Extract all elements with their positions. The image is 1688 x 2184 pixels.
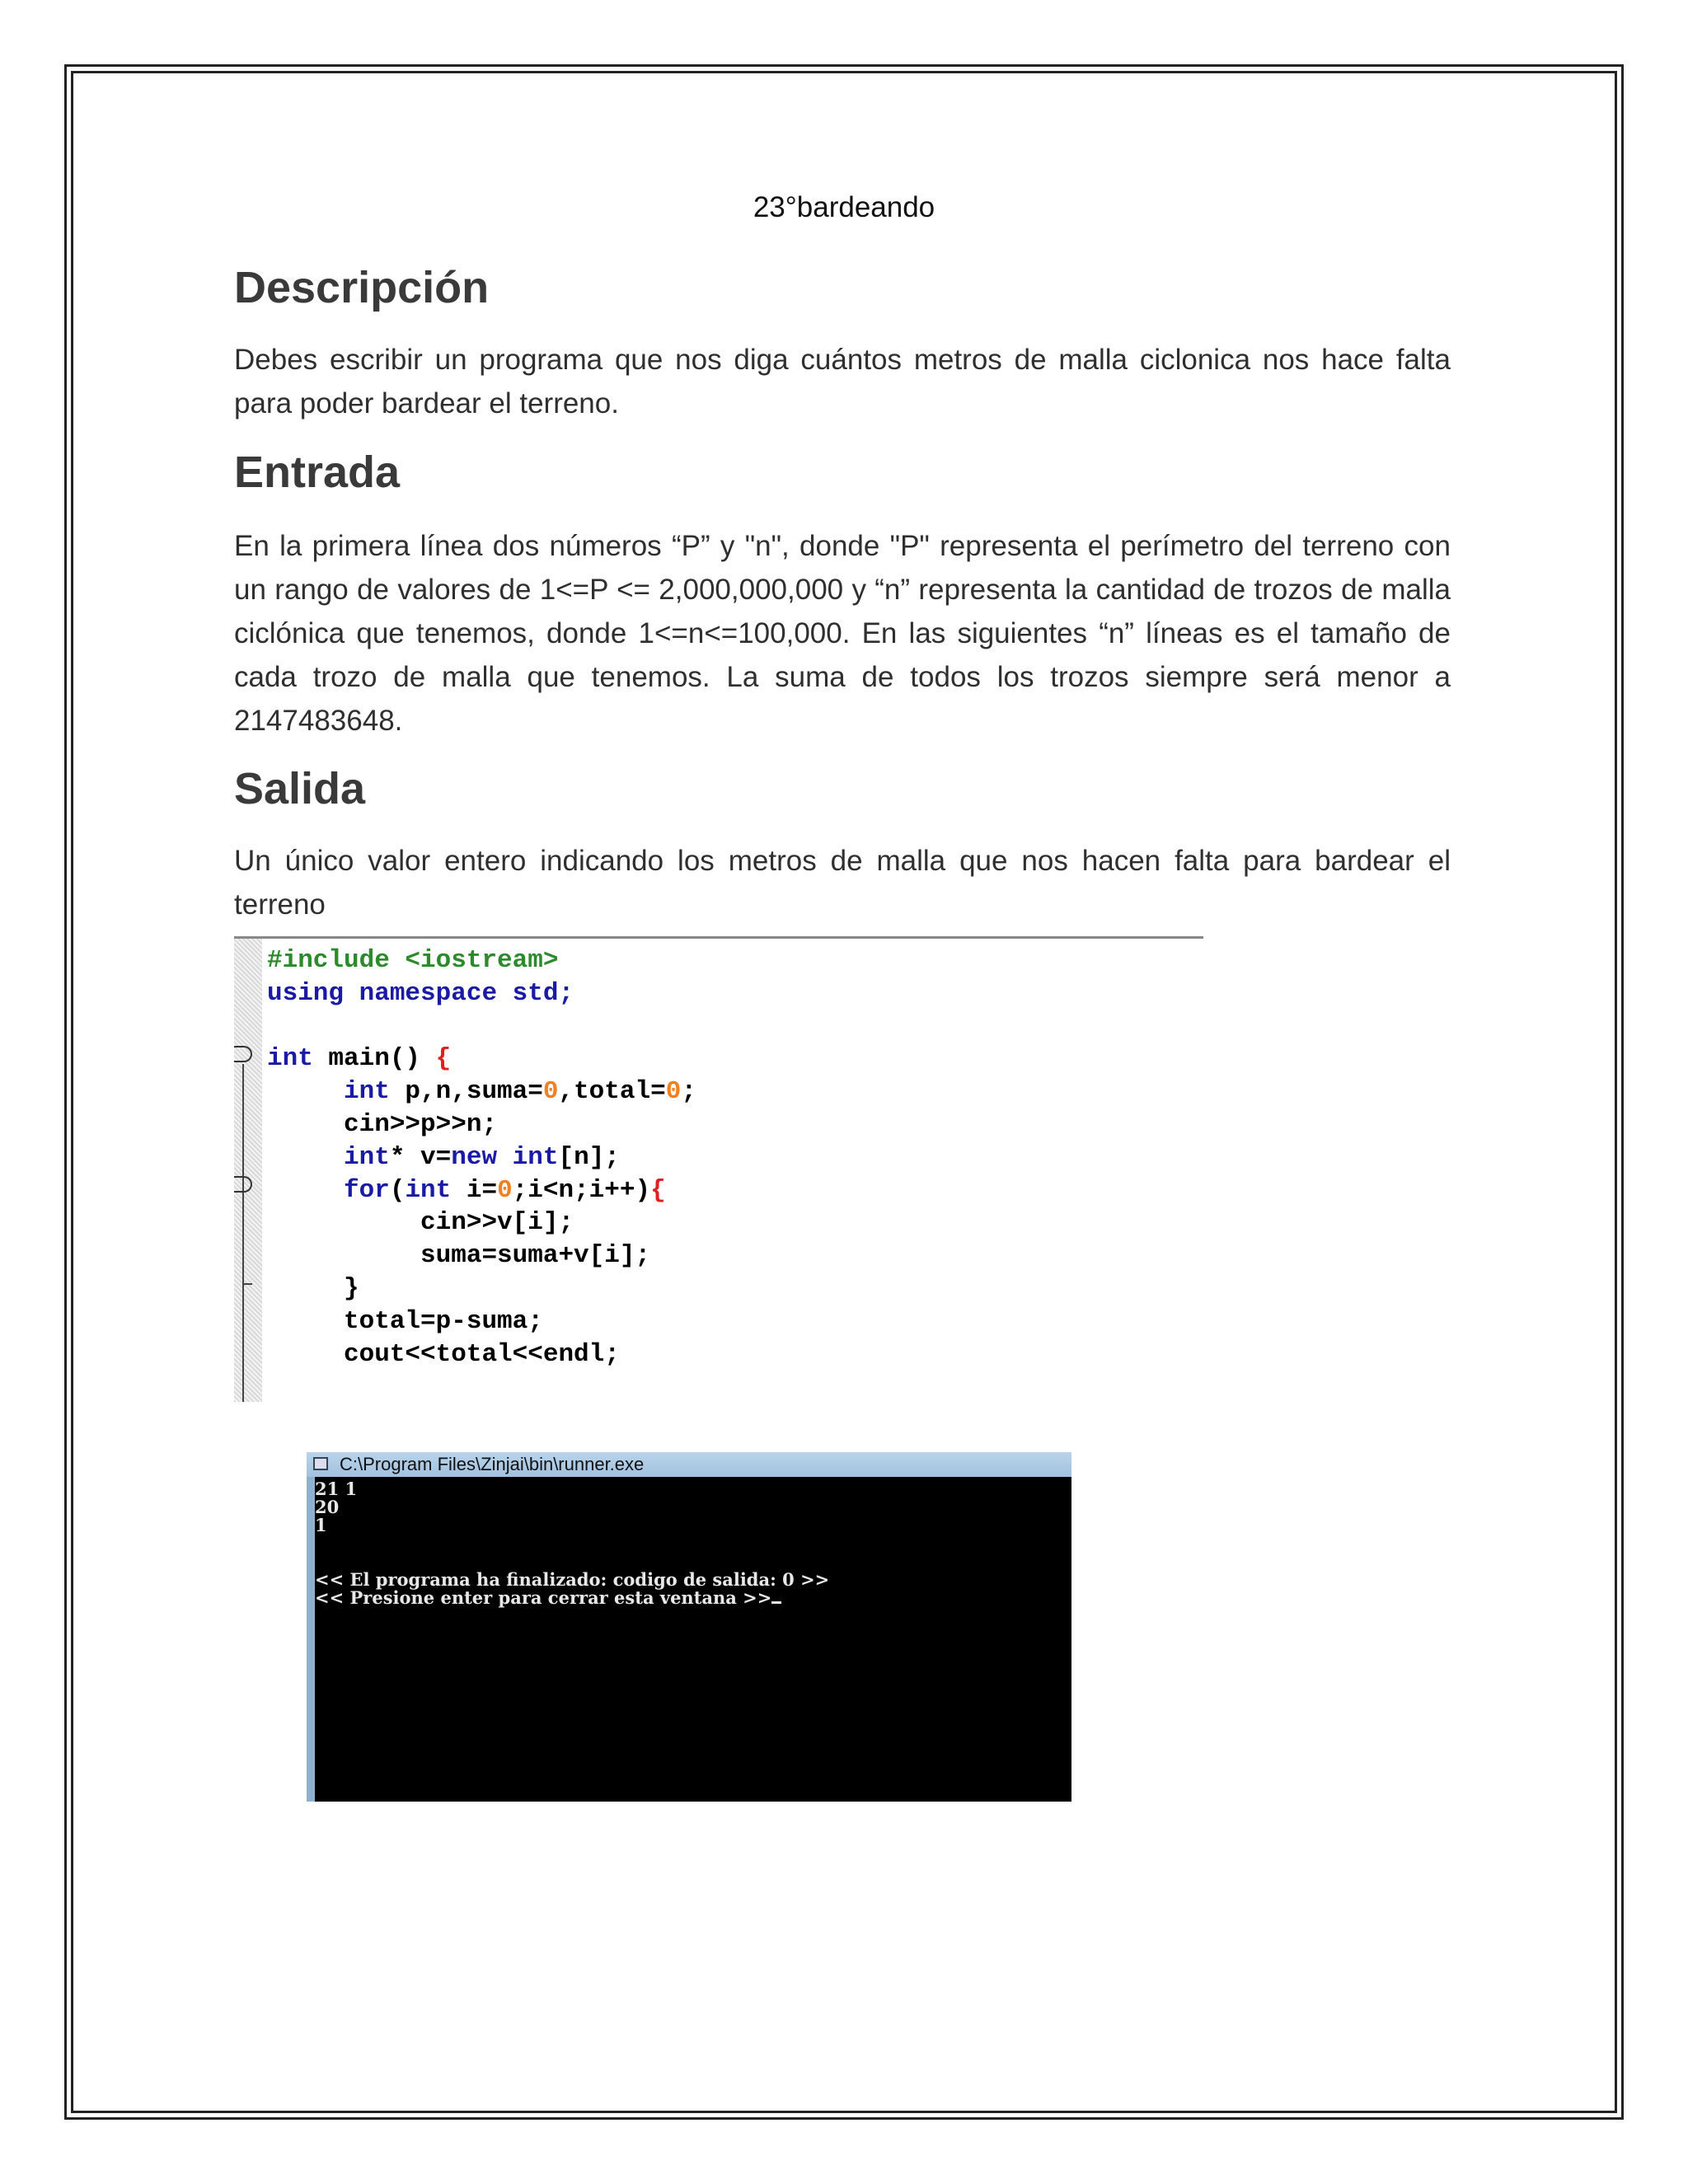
console-title: C:\Program Files\Zinjai\bin\runner.exe: [340, 1454, 645, 1474]
code-line: cout<<total<<endl;: [267, 1339, 620, 1369]
code-screenshot: [234, 936, 1203, 1402]
paragraph-entrada: En la primera línea dos números “P” y "n", donde "P" representa el perímetro del terreno con un rango de valores de 1<=P <= 2,000,000,000 y “n” representa la cantidad de trozos de malla ciclónica que tenemos, donde 1<=n<=100,000. En las siguientes “n” líneas es el tamaño de cada trozo de malla que tenemos. La suma de todos los trozos siempre será menor a 2147483648.: [234, 530, 1451, 737]
console-line: << Presione enter para cerrar esta ventana >>: [315, 1587, 772, 1608]
paragraph-descripcion: Debes escribir un programa que nos diga cuántos metros de malla ciclonica nos hace falta para poder bardear el terreno.: [234, 344, 1451, 419]
console-line: << El programa ha finalizado: codigo de salida: 0 >>: [315, 1569, 830, 1590]
fold-marker-for: [234, 1176, 252, 1193]
fold-line-main: [242, 1064, 244, 1402]
code-gutter: [234, 939, 262, 1402]
console-line: [315, 1553, 829, 1571]
console-line: 1: [315, 1515, 327, 1535]
code-line: [267, 1010, 696, 1043]
console-left-edge: [307, 1477, 315, 1802]
code-line: total=p-suma;: [267, 1306, 543, 1336]
section-title-salida: Salida: [234, 764, 366, 813]
section-title-descripcion: Descripción: [234, 263, 490, 312]
code-line: for(int i=0;i<n;i++){: [344, 1175, 666, 1205]
code-line: cin>>v[i];: [267, 1208, 574, 1238]
code-line: #include <iostream>: [267, 946, 559, 975]
console-window-icon: [313, 1457, 328, 1470]
code-line: using namespace std;: [267, 978, 574, 1008]
fold-marker-main: [234, 1046, 252, 1062]
code-line: cin>>p>>n;: [267, 1109, 498, 1139]
console-title-bar: [307, 1452, 1071, 1477]
page-heading: 23°bardeando: [753, 191, 935, 223]
code-line: suma=suma+v[i];: [267, 1241, 651, 1271]
console-last-line: [315, 1589, 829, 1607]
console-cursor: [771, 1601, 781, 1604]
code-line: int* v=new int[n];: [344, 1142, 620, 1172]
paragraph-salida: Un único valor entero indicando los metros de malla que nos hacen falta para bardear el terreno: [234, 845, 1451, 921]
code-line: int p,n,suma=0,total=0;: [344, 1077, 696, 1107]
console-output: [315, 1480, 829, 1607]
console-line: 20: [315, 1497, 340, 1517]
console-line: [315, 1535, 829, 1553]
code-line: }: [267, 1273, 359, 1303]
console-line: 21 1: [315, 1479, 358, 1499]
fold-end-for: [242, 1283, 252, 1285]
console-screenshot: [307, 1452, 1071, 1802]
code-line: int main() {: [267, 1044, 452, 1074]
code-top-border: [234, 936, 1203, 939]
code-listing: [267, 944, 696, 1371]
section-title-entrada: Entrada: [234, 448, 401, 497]
